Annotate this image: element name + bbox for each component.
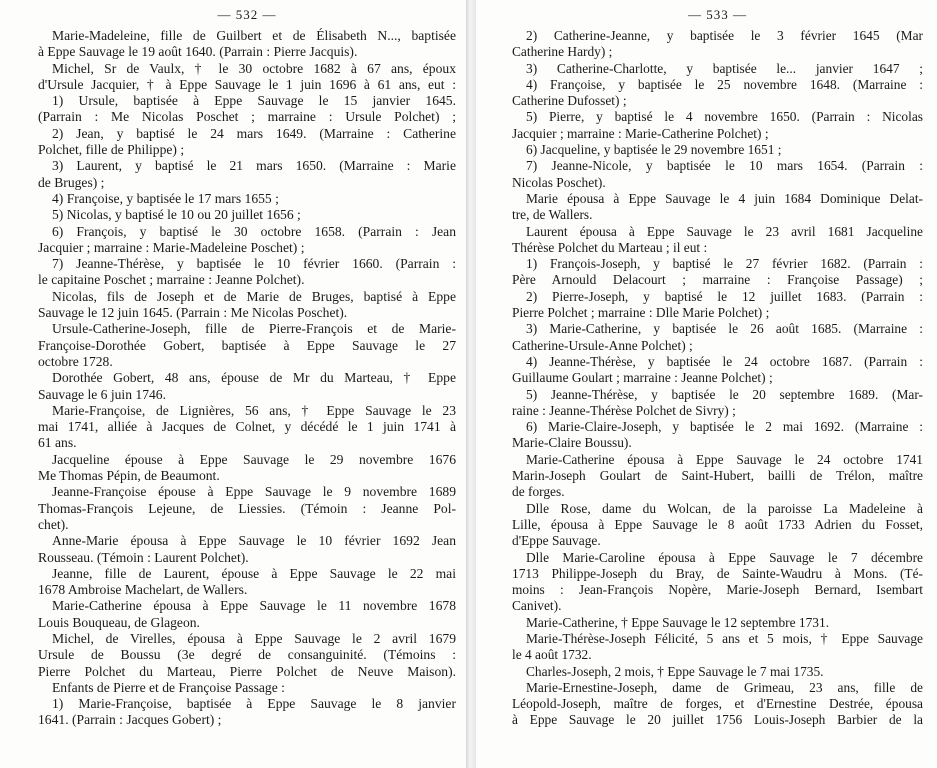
text-line: Père Arnould Delacourt ; marraine : Françoise Passage) ; xyxy=(512,272,923,288)
text-line: d'Ursule Jacquier, † à Eppe Sauvage le 1 juin 1696 à 61 ans, eut : xyxy=(38,76,456,92)
text-line: 5) Nicolas, y baptisé le 10 ou 20 juillet 1656 ; xyxy=(52,207,301,223)
text-line: Sauvage le 12 juin 1645. (Parrain : Me Nicolas Poschet). xyxy=(38,305,348,321)
text-line: octobre 1728. xyxy=(38,353,113,369)
text-line: Laurent épousa à Eppe Sauvage le 23 avril 1681 Jacqueline xyxy=(526,223,923,239)
text-line: Michel, de Virelles, épousa à Eppe Sauvage le 2 avril 1679 xyxy=(52,630,456,646)
text-line: 2) Pierre-Joseph, y baptisé le 12 juillet 1683. (Parrain : xyxy=(526,288,923,304)
text-line: Catherine Dufosset) ; xyxy=(512,93,627,109)
text-line: Catherine Hardy) ; xyxy=(512,44,613,60)
text-line: Nicolas Poschet). xyxy=(512,174,606,190)
text-line: Marie épousa à Eppe Sauvage le 4 juin 1684 Dominique Delat- xyxy=(526,190,923,206)
text-line: 5) Jeanne-Thérèse, y baptisée le 20 septembre 1689. (Mar- xyxy=(526,386,923,402)
text-line: Dlle Marie-Caroline épousa à Eppe Sauvage le 7 décembre xyxy=(526,549,923,565)
text-line: 3) Laurent, y baptisé le 21 mars 1650. (Marraine : Marie xyxy=(52,158,456,174)
text-line: le 4 août 1732. xyxy=(512,647,592,663)
text-line: à Eppe Sauvage le 19 août 1640. (Parrain : Pierre Jacquis). xyxy=(38,44,358,60)
text-line: 7) Jeanne-Thérèse, y baptisée le 10 février 1660. (Parrain : xyxy=(52,256,456,272)
text-line: 3) Marie-Catherine, y baptisée le 26 août 1685. (Marraine : xyxy=(526,321,923,337)
text-line: tre, de Wallers. xyxy=(512,207,593,223)
text-line: Lille, épousa à Eppe Sauvage le 8 août 1733 Adrien du Fosset, xyxy=(512,516,923,532)
page-text xyxy=(38,28,456,729)
text-line: à Eppe Sauvage le 20 juillet 1756 Louis-Joseph Barbier de la xyxy=(512,712,923,728)
text-line: 2) Catherine-Jeanne, y baptisée le 3 février 1645 (Mar xyxy=(526,28,923,43)
text-line: (Parrain : Me Nicolas Poschet ; marraine : Ursule Polchet) ; xyxy=(38,109,456,125)
text-line: 3) Catherine-Charlotte, y baptisée le... janvier 1647 ; xyxy=(526,60,923,76)
text-line: Ursule de Boussu (3e degré de consanguinité. (Témoins : xyxy=(38,647,456,663)
text-line: 61 ans. xyxy=(38,435,77,451)
text-line: Thomas-François Lejeune, de Liessies. (Témoin : Jeanne Pol- xyxy=(38,500,456,516)
text-line: Marie-Catherine, † Eppe Sauvage le 12 septembre 1731. xyxy=(526,614,830,630)
text-line: 6) Jacqueline, y baptisée le 29 novembre 1651 ; xyxy=(526,142,782,158)
text-line: Marie-Ernestine-Joseph, dame de Grimeau, 23 ans, fille de xyxy=(526,679,923,695)
text-line: Marie-Catherine épousa à Eppe Sauvage le 24 octobre 1741 xyxy=(526,451,923,467)
page-text xyxy=(512,28,923,729)
text-line: Charles-Joseph, 2 mois, † Eppe Sauvage le 7 mai 1735. xyxy=(526,663,824,679)
text-line: 1) Marie-Françoise, baptisée à Eppe Sauvage le 8 janvier xyxy=(52,696,456,712)
text-line: 5) Pierre, y baptisé le 4 novembre 1650. (Parrain : Nicolas xyxy=(526,109,923,125)
text-line: Anne-Marie épousa à Eppe Sauvage le 10 février 1692 Jean xyxy=(52,533,456,549)
text-line: 1678 Ambroise Machelart, de Wallers. xyxy=(38,582,248,598)
text-line: Jacqueline épouse à Eppe Sauvage le 29 novembre 1676 xyxy=(52,451,456,467)
text-line: 1) François-Joseph, y baptisé le 27 février 1682. (Parrain : xyxy=(526,256,923,272)
text-line: Marin-Joseph Goulart de Saint-Hubert, bailli de Trélon, maître xyxy=(512,468,923,484)
text-line: moins : Jean-François Nopère, Marie-Joseph Bernard, Isembart xyxy=(512,582,923,598)
text-line: 6) François, y baptisé le 30 octobre 1658. (Parrain : Jean xyxy=(52,223,456,239)
text-line: de Bruges) ; xyxy=(38,174,105,190)
text-line: Dlle Rose, dame du Wolcan, de la paroisse La Madeleine à xyxy=(526,500,923,516)
text-line: d'Eppe Sauvage. xyxy=(512,533,601,549)
text-line: Ursule-Catherine-Joseph, fille de Pierre-François et de Marie- xyxy=(52,321,456,337)
text-line: mai 1741, alliée à Jacques de Colnet, y décédé le 1 juin 1741 à xyxy=(38,419,456,435)
text-line: 7) Jeanne-Nicole, y baptisée le 10 mars 1654. (Parrain : xyxy=(526,158,923,174)
left-page xyxy=(0,0,466,768)
text-line: Catherine-Ursule-Anne Polchet) ; xyxy=(512,337,693,353)
text-line: Sauvage le 6 juin 1746. xyxy=(38,386,166,402)
text-line: chet). xyxy=(38,516,69,532)
text-line: 1713 Philippe-Joseph du Bray, de Sainte-Waudru à Mons. (Té- xyxy=(512,565,923,581)
text-line: 6) Marie-Claire-Joseph, y baptisée le 2 mai 1692. (Marraine : xyxy=(526,419,923,435)
text-line: Léopold-Joseph, maître de forges, et d'Ernestine Destrée, épousa xyxy=(512,696,923,712)
book-gutter xyxy=(466,0,476,768)
text-line: Marie-Madeleine, fille de Guilbert et de Élisabeth N..., baptisée xyxy=(52,28,456,43)
text-line: Rousseau. (Témoin : Laurent Polchet). xyxy=(38,549,249,565)
text-line: Françoise-Dorothée Gobert, baptisée à Eppe Sauvage le 27 xyxy=(38,337,456,353)
text-line: Thérèse Polchet du Marteau ; il eut : xyxy=(512,239,708,255)
text-line: Jeanne-Françoise épouse à Eppe Sauvage le 9 novembre 1689 xyxy=(52,484,456,500)
text-line: Canivet). xyxy=(512,598,562,614)
page-number: — 532 — xyxy=(217,7,277,22)
text-line: Pierre Polchet ; marraine : Dlle Marie Polchet) ; xyxy=(512,305,770,321)
text-line: 1641. (Parrain : Jacques Gobert) ; xyxy=(38,712,222,728)
text-line: Michel, Sr de Vaulx, † le 30 octobre 1682 à 67 ans, époux xyxy=(52,60,456,76)
text-line: Polchet, fille de Philippe) ; xyxy=(38,142,185,158)
right-page xyxy=(476,0,937,768)
text-line: Me Thomas Pépin, de Beaumont. xyxy=(38,468,220,484)
text-line: Marie-Françoise, de Lignières, 56 ans, † Eppe Sauvage le 23 xyxy=(52,402,456,418)
text-line: 2) Jean, y baptisé le 24 mars 1649. (Marraine : Catherine xyxy=(52,125,456,141)
text-line: le capitaine Poschet ; marraine : Jeanne Polchet). xyxy=(38,272,305,288)
text-line: Pierre Polchet du Marteau, Pierre Polchet de Neuve Maison). xyxy=(38,663,456,679)
text-line: 4) Jeanne-Thérèse, y baptisée le 24 octobre 1687. (Parrain : xyxy=(526,353,923,369)
text-line: 4) Françoise, y baptisée le 25 novembre 1648. (Marraine : xyxy=(526,76,923,92)
text-line: Jacquier ; marraine : Marie-Madeleine Poschet) ; xyxy=(38,239,305,255)
text-line: 1) Ursule, baptisée à Eppe Sauvage le 15 janvier 1645. xyxy=(52,93,456,109)
text-line: Marie-Claire Boussu). xyxy=(512,435,632,451)
text-line: Marie-Thérèse-Joseph Félicité, 5 ans et 5 mois, † Eppe Sauvage xyxy=(526,630,923,646)
page-number: — 533 — xyxy=(688,7,747,22)
text-line: Louis Bouqueau, de Glageon. xyxy=(38,614,200,630)
text-line: Guillaume Goulart ; marraine : Jeanne Polchet) ; xyxy=(512,370,773,386)
text-line: Jeanne, fille de Laurent, épouse à Eppe Sauvage le 22 mai xyxy=(52,565,456,581)
text-line: Enfants de Pierre et de Françoise Passage : xyxy=(52,679,285,695)
text-line: Dorothée Gobert, 48 ans, épouse de Mr du Marteau, † Eppe xyxy=(52,370,456,386)
text-line: Marie-Catherine épousa à Eppe Sauvage le 11 novembre 1678 xyxy=(52,598,456,614)
text-line: raine : Jeanne-Thérèse Polchet de Sivry) ; xyxy=(512,402,736,418)
text-line: 4) Françoise, y baptisée le 17 mars 1655 ; xyxy=(52,190,279,206)
text-line: Jacquier ; marraine : Marie-Catherine Polchet) ; xyxy=(512,125,769,141)
text-line: de forges. xyxy=(512,484,565,500)
text-line: Nicolas, fils de Joseph et de Marie de Bruges, baptisé à Eppe xyxy=(52,288,456,304)
